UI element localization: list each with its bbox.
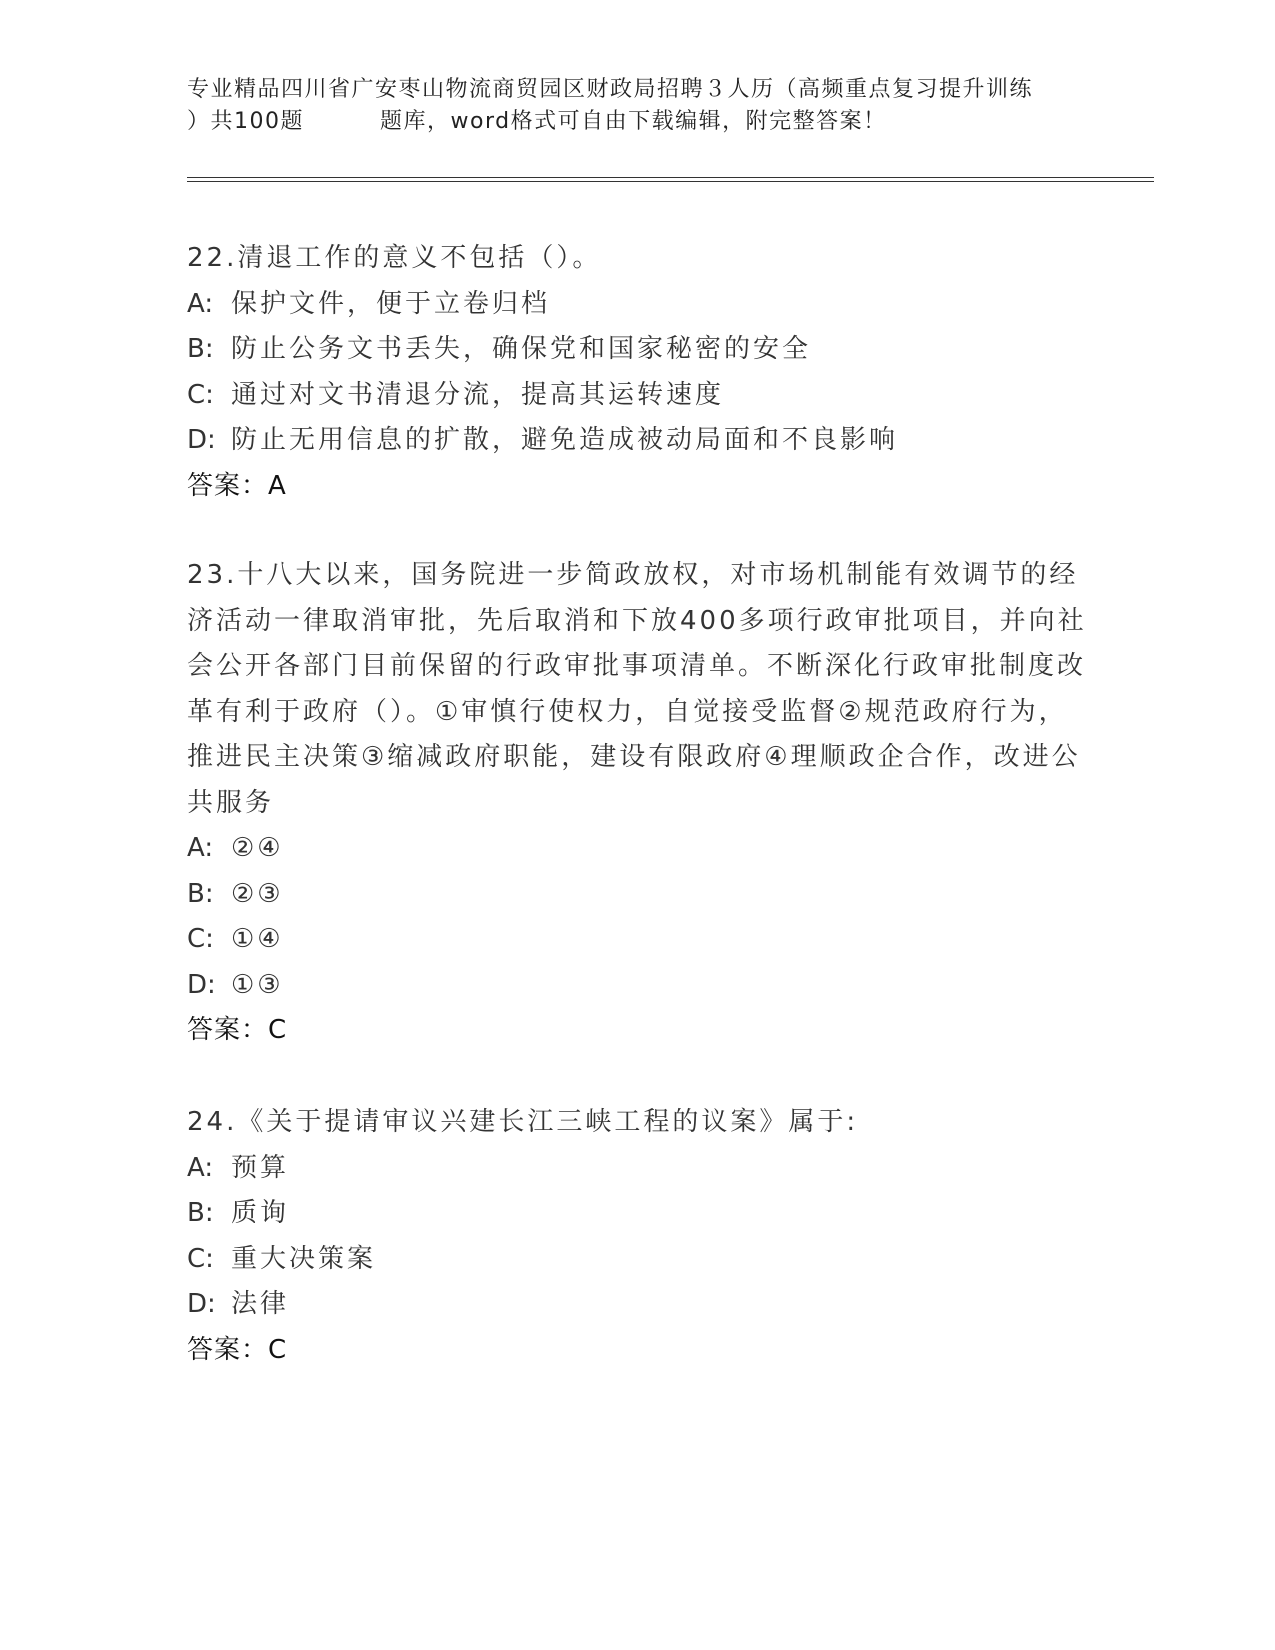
option-text: 防止公务文书丢失，确保党和国家秘密的安全 — [231, 334, 812, 364]
answer: 答案：A — [187, 470, 287, 501]
option-key: D: — [187, 1289, 216, 1319]
option-c — [187, 917, 1087, 963]
question-stem: 24.《关于提请审议兴建长江三峡工程的议案》属于: — [187, 1107, 859, 1137]
option-key: A: — [187, 833, 214, 863]
option-b — [187, 327, 1087, 373]
option-text: ①④ — [231, 924, 284, 954]
header-line-2 — [187, 106, 1087, 138]
question-24 — [187, 1100, 1087, 1373]
option-d — [187, 1282, 1087, 1328]
option-text: 防止无用信息的扩散，避免造成被动局面和不良影响 — [231, 425, 899, 455]
option-text: 法律 — [231, 1289, 290, 1319]
question-23 — [187, 553, 1087, 1053]
answer: 答案：C — [187, 1334, 288, 1365]
document-header — [187, 74, 1087, 138]
option-a — [187, 282, 1087, 328]
question-stem: 23.十八大以来，国务院进一步简政放权，对市场机制能有效调节的经济活动一律取消审批，先后取消和下放400多项行政审批项目，并向社会公开各部门目前保留的行政审批事项清单。不断深化行政审批制度改革有利于政府（）。①审慎行使权力，自觉接受监督②规范政府行为，推进民主决策③缩减政府职能，建设有限政府④理顺政企合作，改进公共服务 — [187, 560, 1087, 818]
option-a — [187, 826, 1087, 872]
header-line-1: 专业精品四川省广安枣山物流商贸园区财政局招聘３人历（高频重点复习提升训练 — [187, 77, 1034, 102]
option-b — [187, 872, 1087, 918]
option-key: B: — [187, 1198, 214, 1228]
answer: 答案：C — [187, 1015, 288, 1045]
question-22 — [187, 236, 1087, 509]
option-key: C: — [187, 924, 214, 954]
option-text: 质询 — [231, 1198, 290, 1228]
option-text: 通过对文书清退分流，提高其运转速度 — [231, 379, 725, 410]
header-divider-bottom — [187, 181, 1154, 182]
header-divider-top — [187, 177, 1154, 178]
option-key: D: — [187, 969, 216, 1000]
option-text: ②③ — [231, 878, 284, 909]
option-key: A: — [187, 1152, 214, 1183]
option-b — [187, 1191, 1087, 1237]
option-key: C: — [187, 1243, 214, 1274]
option-c — [187, 1237, 1087, 1283]
option-key: A: — [187, 288, 214, 319]
option-key: D: — [187, 425, 216, 455]
option-text: ①③ — [231, 969, 284, 1000]
option-a — [187, 1146, 1087, 1192]
option-d — [187, 963, 1087, 1009]
question-stem: 22.清退工作的意义不包括（）。 — [187, 243, 602, 273]
header-line-2-part-2: 题库，word格式可自由下载编辑，附完整答案！ — [380, 109, 887, 134]
option-c — [187, 373, 1087, 419]
header-line-2-part-1: ）共100题 — [187, 109, 304, 134]
option-key: B: — [187, 334, 214, 364]
option-text: 保护文件，便于立卷归档 — [231, 288, 551, 319]
option-text: ②④ — [231, 833, 284, 863]
option-text: 重大决策案 — [231, 1243, 377, 1274]
option-key: B: — [187, 878, 214, 909]
option-key: C: — [187, 379, 214, 410]
option-d — [187, 418, 1087, 464]
option-text: 预算 — [231, 1152, 290, 1183]
